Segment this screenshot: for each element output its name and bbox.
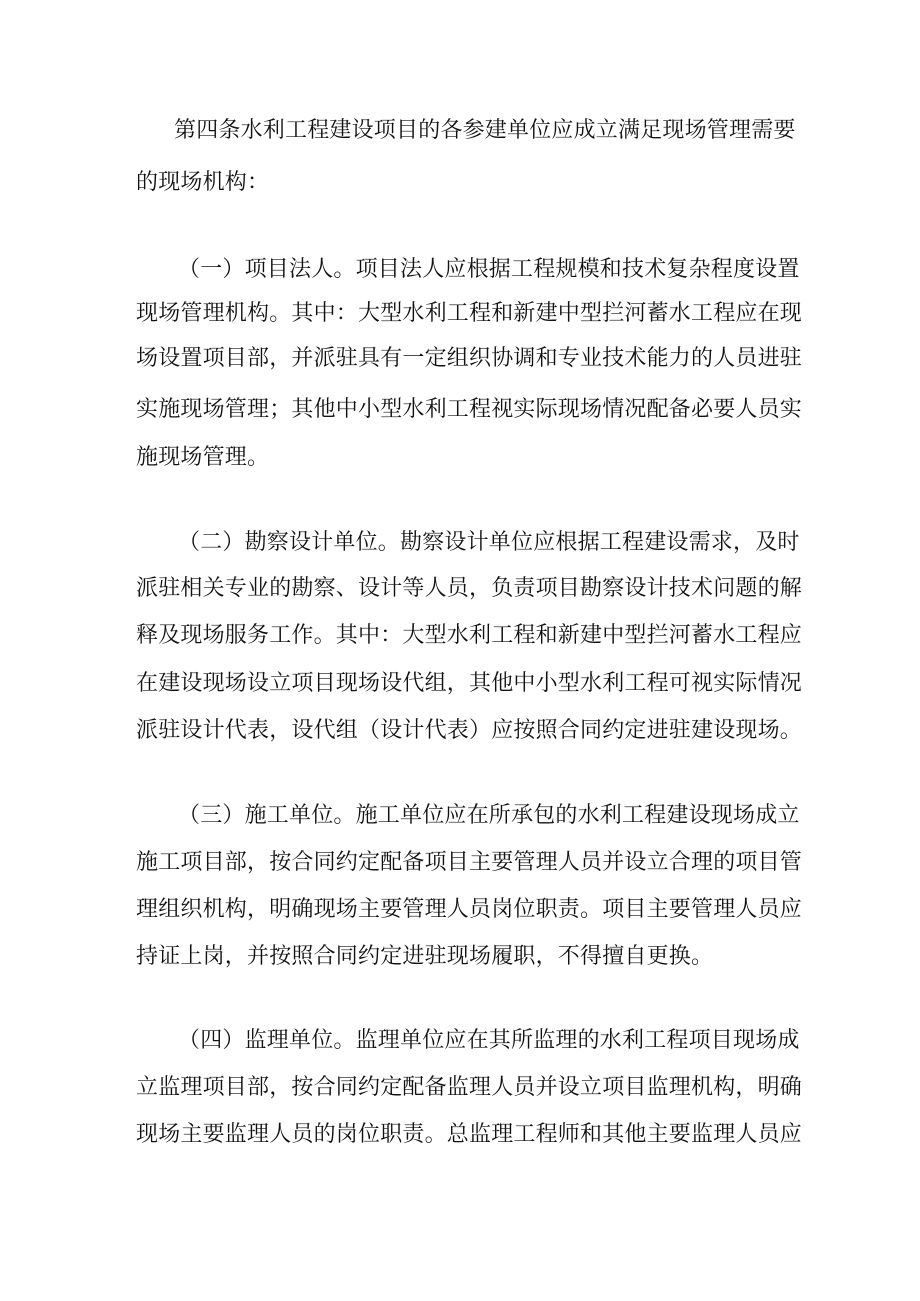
item-1-line-3: 场设置项目部，并派驻具有一定组织协调和专业技术能力的人员进驻 xyxy=(136,346,803,371)
item-4-line-3: 现场主要监理人员的岗位职责。总监理工程师和其他主要监理人员应 xyxy=(136,1122,803,1147)
item-2-line-3: 释及现场服务工作。其中：大型水利工程和新建中型拦河蓄水工程应 xyxy=(136,623,803,648)
item-4-line-1: （四）监理单位。监理单位应在其所监理的水利工程项目现场成 xyxy=(178,1028,800,1053)
item-3-line-1: （三）施工单位。施工单位应在所承包的水利工程建设现场成立 xyxy=(178,803,800,828)
article-4-line-2: 的现场机构： xyxy=(136,170,270,195)
item-2-line-4: 在建设现场设立项目现场设代组，其他中小型水利工程可视实际情况 xyxy=(136,671,803,696)
item-2-line-2: 派驻相关专业的勘察、设计等人员，负责项目勘察设计技术问题的解 xyxy=(136,576,803,601)
item-4-line-2: 立监理项目部，按合同约定配备监理人员并设立项目监理机构，明确 xyxy=(136,1075,803,1100)
item-1-line-4: 实施现场管理；其他中小型水利工程视实际现场情况配备必要人员实 xyxy=(136,397,803,422)
item-1-line-5: 施现场管理。 xyxy=(136,445,270,470)
article-4-line-1: 第四条水利工程建设项目的各参建单位应成立满足现场管理需要 xyxy=(174,118,796,143)
item-3-line-2: 施工项目部，按合同约定配备项目主要管理人员并设立合理的项目管 xyxy=(136,850,803,875)
item-3-line-3: 理组织机构，明确现场主要管理人员岗位职责。项目主要管理人员应 xyxy=(136,897,803,922)
item-1-line-1: （一）项目法人。项目法人应根据工程规模和技术复杂程度设置 xyxy=(178,257,800,282)
item-1-line-2: 现场管理机构。其中：大型水利工程和新建中型拦河蓄水工程应在现 xyxy=(136,301,803,326)
item-2-line-1: （二）勘察设计单位。勘察设计单位应根据工程建设需求，及时 xyxy=(178,530,800,555)
item-2-line-5: 派驻设计代表，设代组（设计代表）应按照合同约定进驻建设现场。 xyxy=(136,718,803,743)
item-3-line-4: 持证上岗，并按照合同约定进驻现场履职，不得擅自更换。 xyxy=(136,944,714,969)
